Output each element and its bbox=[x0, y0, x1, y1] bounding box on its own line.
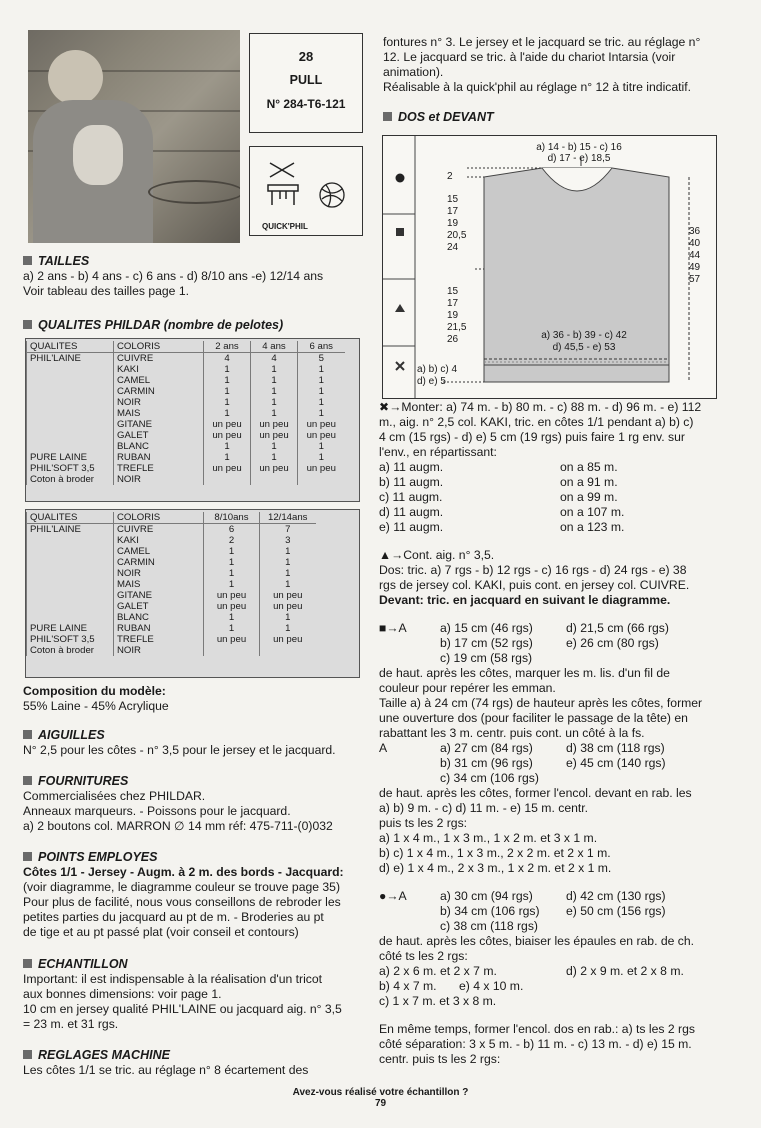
qualites-title-row bbox=[23, 318, 283, 333]
table-cell: NOIR bbox=[114, 397, 204, 408]
table-cell: 2 bbox=[204, 535, 260, 546]
ep-e: e) 4 x 10 m. bbox=[459, 979, 524, 993]
table-cell: 1 bbox=[204, 386, 251, 397]
table-row bbox=[27, 386, 345, 397]
cont-line: ▲→Cont. aig. n° 3,5. bbox=[379, 548, 495, 562]
technique-icons-box bbox=[249, 146, 363, 236]
pattern-number: 28 bbox=[298, 49, 314, 64]
echantillon-l3: 10 cm en jersey qualité PHIL'LAINE ou jacquard aig. n° 3,5 bbox=[23, 1002, 342, 1016]
table-cell: 1 bbox=[298, 452, 345, 463]
rib-height-1: a) b) c) 4 bbox=[417, 364, 458, 375]
ep-c: c) 1 x 7 m. et 3 x 8 m. bbox=[379, 994, 497, 1008]
aiguilles-section bbox=[23, 728, 336, 758]
table-cell: GALET bbox=[114, 601, 204, 612]
shoulder-drop: 2 bbox=[447, 171, 453, 182]
points-l3: Pour plus de facilité, nous vous conseillons de rebroder les bbox=[23, 895, 341, 909]
augm-count: b) 11 augm. bbox=[379, 475, 444, 489]
table-cell: un peu bbox=[298, 419, 345, 430]
table-cell: 1 bbox=[260, 612, 316, 623]
table-cell bbox=[27, 535, 114, 546]
table-row bbox=[27, 353, 345, 365]
sqa-b: b) 17 cm (52 rgs) bbox=[440, 636, 533, 650]
table-cell: TREFLE bbox=[114, 634, 204, 645]
dot-a-block bbox=[379, 889, 724, 934]
table-cell: un peu bbox=[260, 590, 316, 601]
table-cell: CAMEL bbox=[114, 375, 204, 386]
augm-row bbox=[379, 505, 724, 520]
table-row bbox=[27, 408, 345, 419]
rib-height-2: d) e) 5 bbox=[417, 376, 446, 387]
tria-b: b) 31 cm (96 rgs) bbox=[440, 756, 533, 770]
composition-section bbox=[23, 684, 169, 714]
text-line: puis ts les 2 rgs: bbox=[379, 816, 468, 830]
table-row bbox=[27, 645, 316, 656]
table-cell: 1 bbox=[251, 441, 298, 452]
reglages-l1: Les côtes 1/1 se tric. au réglage n° 8 écartement des bbox=[23, 1063, 309, 1077]
tria-e: e) 45 cm (140 rgs) bbox=[566, 756, 666, 770]
text-line: l'env., en répartissant: bbox=[379, 445, 497, 459]
points-title: POINTS EMPLOYES bbox=[38, 850, 158, 864]
augm-row bbox=[379, 475, 724, 490]
dimension-value: 49 bbox=[689, 262, 701, 273]
table-cell: 1 bbox=[251, 397, 298, 408]
table-cell bbox=[27, 408, 114, 419]
echantillon-title: ECHANTILLON bbox=[38, 957, 128, 971]
p3-block bbox=[379, 934, 724, 964]
text-line: d) e) 1 x 4 m., 2 x 3 m., 1 x 2 m. et 2 x 1 m. bbox=[379, 861, 612, 875]
table-cell: 1 bbox=[204, 397, 251, 408]
text-line: m., aig. n° 2,5 col. KAKI, tric. en côtes 1/1 pendant a) b) c) bbox=[379, 415, 694, 429]
table-row bbox=[27, 535, 316, 546]
table-cell: BLANC bbox=[114, 441, 204, 452]
dimension-value: 15 bbox=[447, 194, 459, 205]
table-cell bbox=[27, 612, 114, 623]
table-cell: un peu bbox=[260, 634, 316, 645]
table-cell: TREFLE bbox=[114, 463, 204, 474]
text-line: de haut. après les côtes, biaiser les épaules en rab. de ch. bbox=[379, 934, 695, 948]
dota-d: d) 42 cm (130 rgs) bbox=[566, 889, 666, 903]
table-cell: un peu bbox=[204, 463, 251, 474]
tri-a-block bbox=[379, 741, 724, 786]
table-cell: un peu bbox=[251, 430, 298, 441]
dota-e: e) 50 cm (156 rgs) bbox=[566, 904, 666, 918]
table-cell: 1 bbox=[260, 568, 316, 579]
reglages-r3: animation). bbox=[383, 65, 444, 79]
augm-total: on a 123 m. bbox=[560, 520, 625, 534]
table-cell bbox=[27, 546, 114, 557]
table-header-cell: 8/10ans bbox=[204, 512, 260, 524]
table-cell: 1 bbox=[204, 546, 260, 557]
augm-block bbox=[379, 460, 724, 535]
table-cell: 1 bbox=[260, 623, 316, 634]
table-cell: 1 bbox=[260, 579, 316, 590]
table-cell: PURE LAINE bbox=[27, 452, 114, 463]
table-cell bbox=[251, 474, 298, 485]
text-line: a) 1 x 4 m., 1 x 3 m., 1 x 2 m. et 3 x 1 m. bbox=[379, 831, 598, 845]
table-cell: 1 bbox=[251, 375, 298, 386]
table-cell: 1 bbox=[260, 546, 316, 557]
dimension-value: 21,5 bbox=[447, 322, 467, 333]
table-row bbox=[27, 612, 316, 623]
table-cell: 4 bbox=[251, 353, 298, 365]
table-cell: 4 bbox=[204, 353, 251, 365]
reglages-r2: 12. Le jacquard se tric. à l'aide du chariot Intarsia (voir bbox=[383, 50, 676, 64]
table-cell bbox=[27, 364, 114, 375]
yarn-ball-icon bbox=[320, 183, 344, 207]
tailles-title: TAILLES bbox=[38, 254, 90, 268]
augm-total: on a 107 m. bbox=[560, 505, 625, 519]
table-cell bbox=[27, 430, 114, 441]
total-heights bbox=[689, 226, 700, 286]
text-line: de haut. après les côtes, marquer les m. lis. d'un fil de bbox=[379, 666, 670, 680]
table-cell: 1 bbox=[251, 386, 298, 397]
table-cell: 7 bbox=[260, 524, 316, 536]
echantillon-section bbox=[23, 957, 342, 1032]
sqa-e: e) 26 cm (80 rgs) bbox=[566, 636, 659, 650]
qualites-title: QUALITES PHILDAR (nombre de pelotes) bbox=[38, 318, 284, 332]
table-cell: PURE LAINE bbox=[27, 623, 114, 634]
table-cell: CARMIN bbox=[114, 386, 204, 397]
table-row bbox=[27, 452, 345, 463]
dimension-value: 36 bbox=[689, 226, 701, 237]
table-cell: un peu bbox=[204, 430, 251, 441]
table-row bbox=[27, 463, 345, 474]
table-cell: un peu bbox=[260, 601, 316, 612]
table-header-cell: QUALITES bbox=[27, 512, 114, 524]
ep-a: a) 2 x 6 m. et 2 x 7 m. bbox=[379, 964, 497, 978]
table-cell bbox=[27, 557, 114, 568]
table-cell: un peu bbox=[204, 634, 260, 645]
table-cell: CUIVRE bbox=[114, 524, 204, 536]
table-cell bbox=[204, 474, 251, 485]
tailles-line1: a) 2 ans - b) 4 ans - c) 6 ans - d) 8/10 ans -e) 12/14 ans bbox=[23, 269, 324, 283]
quickphil-label: QUICK'PHIL bbox=[262, 222, 308, 231]
augm-row bbox=[379, 490, 724, 505]
neck-width-1: a) 14 - b) 15 - c) 16 bbox=[536, 142, 622, 153]
table-row bbox=[27, 364, 345, 375]
dimension-value: 20,5 bbox=[447, 230, 467, 241]
table-cell bbox=[27, 601, 114, 612]
table-cell: 1 bbox=[204, 568, 260, 579]
table-cell bbox=[27, 375, 114, 386]
table-header-cell: QUALITES bbox=[27, 341, 114, 353]
table-cell: 3 bbox=[260, 535, 316, 546]
table-row bbox=[27, 441, 345, 452]
table-cell: 1 bbox=[251, 452, 298, 463]
table-cell bbox=[27, 441, 114, 452]
text-line: côté ts les 2 rgs: bbox=[379, 949, 468, 963]
table-cell: RUBAN bbox=[114, 623, 204, 634]
table-cell: CAMEL bbox=[114, 546, 204, 557]
text-line: b) c) 1 x 4 m., 1 x 3 m., 2 x 2 m. et 2 x 1 m. bbox=[379, 846, 611, 860]
table-cell bbox=[260, 645, 316, 656]
dimension-value: 44 bbox=[689, 250, 701, 261]
table-cell: PHIL'SOFT 3,5 bbox=[27, 634, 114, 645]
table-cell bbox=[27, 397, 114, 408]
table-cell: 1 bbox=[204, 364, 251, 375]
augm-total: on a 85 m. bbox=[560, 460, 618, 474]
table-row bbox=[27, 524, 316, 536]
table-row bbox=[27, 397, 345, 408]
table-row bbox=[27, 634, 316, 645]
sqa-a: a) 15 cm (46 rgs) bbox=[440, 621, 533, 635]
table-cell: 1 bbox=[204, 623, 260, 634]
dimension-value: 24 bbox=[447, 242, 459, 253]
dimension-value: 40 bbox=[689, 238, 701, 249]
table-row bbox=[27, 546, 316, 557]
dimension-value: 17 bbox=[447, 206, 459, 217]
table-cell bbox=[27, 419, 114, 430]
table-row bbox=[27, 590, 316, 601]
text-line: Taille a) à 24 cm (74 rgs) de hauteur après les côtes, former bbox=[379, 696, 703, 710]
table-header-cell: 4 ans bbox=[251, 341, 298, 353]
table-cell: un peu bbox=[204, 601, 260, 612]
tria-d: d) 38 cm (118 rgs) bbox=[566, 741, 665, 755]
tria-c: c) 34 cm (106 rgs) bbox=[440, 771, 539, 785]
table-cell: PHIL'SOFT 3,5 bbox=[27, 463, 114, 474]
text-line: couleur pour repérer les emman. bbox=[379, 681, 556, 695]
table-cell: 5 bbox=[298, 353, 345, 365]
instructions bbox=[379, 400, 724, 1067]
composition-title: Composition du modèle: bbox=[23, 684, 166, 698]
text-line: côté séparation: 3 x 5 m. - b) 11 m. - c) 13 m. - d) e) 15 m. bbox=[379, 1037, 692, 1051]
table-cell: 1 bbox=[298, 441, 345, 452]
table-cell: RUBAN bbox=[114, 452, 204, 463]
table-row bbox=[27, 568, 316, 579]
table-header-cell: 12/14ans bbox=[260, 512, 316, 524]
footer-question: Avez-vous réalisé votre échantillon ? bbox=[292, 1087, 469, 1098]
body-width-2: d) 45,5 - e) 53 bbox=[552, 342, 616, 353]
text-line: une ouverture dos (pour faciliter le passage de la tête) en bbox=[379, 711, 688, 725]
reglages-section bbox=[23, 1048, 308, 1078]
table-cell bbox=[204, 645, 260, 656]
table-cell: NOIR bbox=[114, 474, 204, 485]
table-cell: 1 bbox=[251, 364, 298, 375]
neck-width-2: d) 17 - e) 18,5 bbox=[547, 153, 611, 164]
table-cell: CARMIN bbox=[114, 557, 204, 568]
ep-b: b) 4 x 7 m. bbox=[379, 979, 437, 993]
table-cell: 1 bbox=[204, 441, 251, 452]
points-l1: Côtes 1/1 - Jersey - Augm. à 2 m. des bords - Jacquard: bbox=[23, 865, 344, 879]
table-cell: 1 bbox=[298, 397, 345, 408]
table-cell: PHIL'LAINE bbox=[27, 353, 114, 365]
dot-marker bbox=[396, 174, 405, 183]
table-cell: MAIS bbox=[114, 408, 204, 419]
table-cell: NOIR bbox=[114, 645, 204, 656]
qualites-table-2 bbox=[25, 509, 360, 678]
product-photo bbox=[28, 30, 240, 243]
table-cell: un peu bbox=[298, 463, 345, 474]
dimension-value: 19 bbox=[447, 310, 459, 321]
body-width-1: a) 36 - b) 39 - c) 42 bbox=[541, 330, 627, 341]
table-cell: KAKI bbox=[114, 364, 204, 375]
armhole-heights bbox=[447, 194, 466, 254]
dota-c: c) 38 cm (118 rgs) bbox=[440, 919, 538, 933]
table-cell: un peu bbox=[298, 430, 345, 441]
p1-block bbox=[379, 666, 724, 741]
text-line: En même temps, former l'encol. dos en rab.: a) ts les 2 rgs bbox=[379, 1022, 695, 1036]
reglages-continued bbox=[383, 35, 700, 95]
table-cell: Coton à broder bbox=[27, 474, 114, 485]
table-row bbox=[27, 557, 316, 568]
augm-row bbox=[379, 520, 724, 535]
dota-a: a) 30 cm (94 rgs) bbox=[440, 889, 533, 903]
table-cell: 1 bbox=[251, 408, 298, 419]
reglages-r4: Réalisable à la quick'phil au réglage n° 12 à titre indicatif. bbox=[383, 80, 692, 94]
reglages-title: REGLAGES MACHINE bbox=[38, 1048, 170, 1062]
fournitures-title: FOURNITURES bbox=[38, 774, 129, 788]
table-cell bbox=[27, 590, 114, 601]
text-line: de haut. après les côtes, former l'encol. devant en rab. les bbox=[379, 786, 692, 800]
fournitures-l1: Commercialisées chez PHILDAR. bbox=[23, 789, 206, 803]
dos-line2: rgs de jersey col. KAKI, puis cont. en jersey col. CUIVRE. bbox=[379, 578, 690, 592]
table-cell: BLANC bbox=[114, 612, 204, 623]
tailles-section bbox=[23, 254, 323, 299]
aiguilles-text: N° 2,5 pour les côtes - n° 3,5 pour le jersey et le jacquard. bbox=[23, 743, 336, 757]
dimension-value: 19 bbox=[447, 218, 459, 229]
table-header-cell: COLORIS bbox=[114, 512, 204, 524]
echantillon-l2: aux bonnes dimensions: voir page 1. bbox=[23, 987, 222, 1001]
dimension-value: 15 bbox=[447, 286, 459, 297]
echantillon-l4: = 23 m. et 31 rgs. bbox=[23, 1017, 119, 1031]
table-cell: 1 bbox=[260, 557, 316, 568]
square-a-block bbox=[379, 621, 724, 666]
table-cell: 1 bbox=[204, 579, 260, 590]
dota-b: b) 34 cm (106 rgs) bbox=[440, 904, 540, 918]
augm-row bbox=[379, 460, 724, 475]
aiguilles-title: AIGUILLES bbox=[38, 728, 105, 742]
text-line: ✖→Monter: a) 74 m. - b) 80 m. - c) 88 m. - d) 96 m. - e) 112 bbox=[379, 400, 702, 414]
monter-block bbox=[379, 400, 724, 460]
table-row bbox=[27, 601, 316, 612]
cross-marker bbox=[396, 362, 404, 370]
table-cell bbox=[27, 568, 114, 579]
text-line: 4 cm (15 rgs) - d) e) 5 cm (19 rgs) puis faire 1 rg env. sur bbox=[379, 430, 685, 444]
tri-a-marker: A bbox=[379, 741, 388, 755]
table-cell bbox=[27, 579, 114, 590]
page-footer bbox=[0, 1087, 761, 1109]
table-cell: KAKI bbox=[114, 535, 204, 546]
table-cell: Coton à broder bbox=[27, 645, 114, 656]
qualites-table-1 bbox=[25, 338, 360, 502]
table-row bbox=[27, 419, 345, 430]
table-row bbox=[27, 623, 316, 634]
points-l4: petites parties du jacquard au pt de m. - Broderies au pt bbox=[23, 910, 324, 924]
table-cell: un peu bbox=[251, 463, 298, 474]
dos-title: DOS et DEVANT bbox=[398, 110, 494, 124]
table-cell: un peu bbox=[204, 590, 260, 601]
table-header-cell: 2 ans bbox=[204, 341, 251, 353]
table-cell: 1 bbox=[298, 375, 345, 386]
sqa-c: c) 19 cm (58 rgs) bbox=[440, 651, 533, 665]
dos-line1: Dos: tric. a) 7 rgs - b) 12 rgs - c) 16 rgs - d) 24 rgs - e) 38 bbox=[379, 563, 687, 577]
augm-total: on a 91 m. bbox=[560, 475, 618, 489]
table-cell: 1 bbox=[298, 364, 345, 375]
needles-icon bbox=[270, 163, 294, 177]
table-cell: CUIVRE bbox=[114, 353, 204, 365]
dos-title-row bbox=[383, 110, 494, 125]
table-cell: 1 bbox=[204, 452, 251, 463]
sqa-d: d) 21,5 cm (66 rgs) bbox=[566, 621, 669, 635]
table-cell: MAIS bbox=[114, 579, 204, 590]
fournitures-section bbox=[23, 774, 333, 834]
table-cell: 1 bbox=[204, 375, 251, 386]
points-l5: de tige et au pt passé plat (voir conseil et contours) bbox=[23, 925, 299, 939]
text-line: centr. puis ts les 2 rgs: bbox=[379, 1052, 501, 1066]
augm-count: e) 11 augm. bbox=[379, 520, 444, 534]
triangle-marker bbox=[395, 304, 405, 312]
pattern-id-box bbox=[249, 33, 363, 133]
tailles-line2: Voir tableau des tailles page 1. bbox=[23, 284, 190, 298]
dimension-value: 17 bbox=[447, 298, 459, 309]
body-heights bbox=[447, 286, 466, 346]
points-section bbox=[23, 850, 344, 940]
machine-icon bbox=[268, 185, 298, 205]
table-cell: GALET bbox=[114, 430, 204, 441]
table-cell: PHIL'LAINE bbox=[27, 524, 114, 536]
table-header-cell: COLORIS bbox=[114, 341, 204, 353]
table-row bbox=[27, 474, 345, 485]
table-cell: 1 bbox=[298, 408, 345, 419]
table-cell: 1 bbox=[298, 386, 345, 397]
dot-a-marker: ●→A bbox=[379, 889, 407, 903]
table-cell bbox=[27, 386, 114, 397]
ep-d: d) 2 x 9 m. et 2 x 8 m. bbox=[566, 964, 684, 978]
table-cell: NOIR bbox=[114, 568, 204, 579]
table-cell: GITANE bbox=[114, 419, 204, 430]
tria-a: a) 27 cm (84 rgs) bbox=[440, 741, 533, 755]
square-marker bbox=[396, 228, 404, 236]
fournitures-l2: Anneaux marqueurs. - Poissons pour le jacquard. bbox=[23, 804, 291, 818]
composition-text: 55% Laine - 45% Acrylique bbox=[23, 699, 169, 713]
text-line: a) b) 9 m. - c) d) 11 m. - e) 15 m. centr. bbox=[379, 801, 589, 815]
table-cell: un peu bbox=[204, 419, 251, 430]
square-a-marker: ■→A bbox=[379, 621, 407, 635]
table-cell: GITANE bbox=[114, 590, 204, 601]
augm-count: a) 11 augm. bbox=[379, 460, 444, 474]
table-row bbox=[27, 375, 345, 386]
table-row bbox=[27, 430, 345, 441]
points-l2: (voir diagramme, le diagramme couleur se trouve page 35) bbox=[23, 880, 341, 894]
devant-line: Devant: tric. en jacquard en suivant le diagramme. bbox=[379, 593, 671, 607]
echantillon-l1: Important: il est indispensable à la réalisation d'un tricot bbox=[23, 972, 323, 986]
table-header-cell: 6 ans bbox=[298, 341, 345, 353]
schematic-diagram bbox=[382, 135, 717, 399]
table-cell: 6 bbox=[204, 524, 260, 536]
augm-count: c) 11 augm. bbox=[379, 490, 443, 504]
table-cell: 1 bbox=[204, 612, 260, 623]
reglages-r1: fontures n° 3. Le jersey et le jacquard se tric. au réglage n° bbox=[383, 35, 701, 49]
table-cell: 1 bbox=[204, 557, 260, 568]
table-cell: un peu bbox=[251, 419, 298, 430]
table-row bbox=[27, 579, 316, 590]
page-number: 79 bbox=[374, 1098, 387, 1109]
table-cell bbox=[298, 474, 345, 485]
augm-count: d) 11 augm. bbox=[379, 505, 444, 519]
dimension-value: 26 bbox=[447, 334, 459, 345]
pattern-ref: N° 284-T6-121 bbox=[266, 97, 346, 111]
table-cell: 1 bbox=[204, 408, 251, 419]
fournitures-l3: a) 2 boutons col. MARRON ∅ 14 mm réf: 475-711-(0)032 bbox=[23, 819, 333, 833]
augm-total: on a 99 m. bbox=[560, 490, 618, 504]
pattern-name: PULL bbox=[289, 73, 323, 87]
p2-block bbox=[379, 786, 724, 876]
p4-block bbox=[379, 1022, 724, 1067]
text-line: rabattant les 3 m. centr. puis cont. un côté à la fs. bbox=[379, 726, 645, 740]
dimension-value: 57 bbox=[689, 274, 701, 285]
epaules-block bbox=[379, 964, 724, 1009]
